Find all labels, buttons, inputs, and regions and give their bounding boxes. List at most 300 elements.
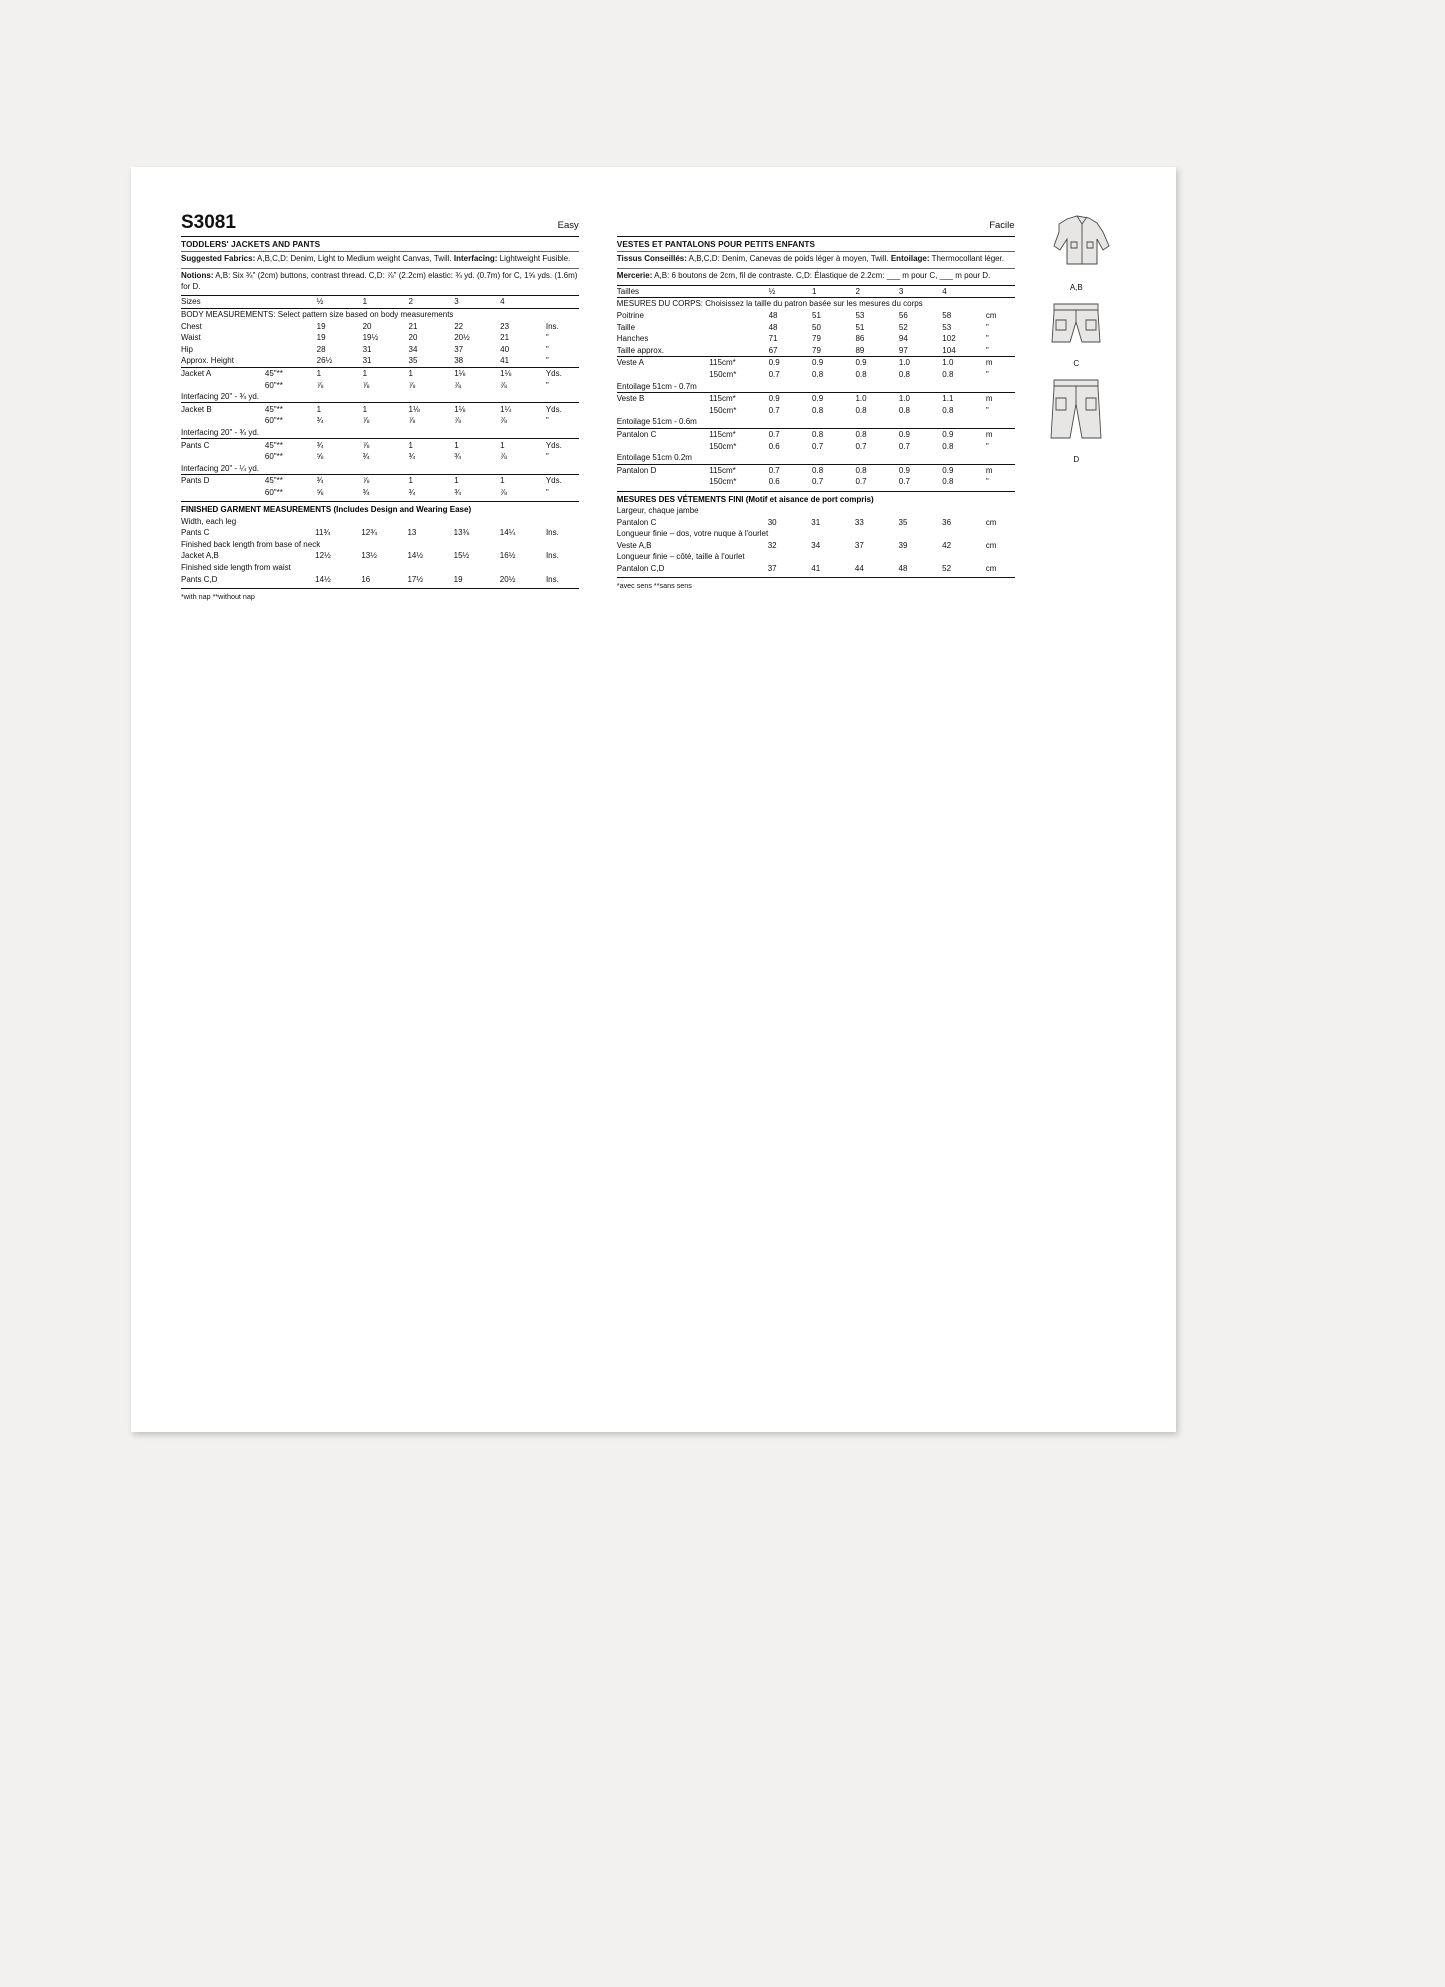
pantsD-blank	[181, 487, 265, 499]
table-row-pantalonD-150-fr	[617, 476, 1015, 488]
jacketA-r1-v3: ⅞	[454, 380, 461, 390]
fabrics-label-en: Suggested Fabrics:	[181, 254, 256, 263]
pantsC-r1-v4: ⅞	[500, 452, 507, 462]
table-row-pantalonC-115-fr	[617, 428, 1015, 440]
pantalonD-r1-unit: "	[985, 477, 989, 487]
finished-heading-en: FINISHED GARMENT MEASUREMENTS (Includes Design and Wearing Ease)	[181, 505, 472, 515]
jacketA-r0-v1: 1	[363, 367, 409, 379]
pantalonD-r0-v3: 0.9	[899, 464, 942, 476]
table-row-vesteB-115-fr	[617, 392, 1015, 404]
finfr0-v1: 31	[811, 517, 821, 527]
jacketB-r0-v3: 1⅛	[454, 403, 500, 415]
vesteB-w0: 115cm*	[709, 392, 768, 404]
pantalonD-r1-v0: 0.6	[768, 477, 780, 487]
entoilage-vesteA: Entoilage 51cm - 0.7m	[616, 381, 697, 391]
fabrics-label-fr: Tissus Conseillés:	[616, 254, 687, 263]
height-v0: 26½	[316, 356, 333, 366]
table-row-taille-fr	[617, 321, 1015, 333]
pantsC-r1-v2: ¾	[408, 452, 416, 462]
finfr2-v4: 52	[942, 563, 952, 573]
vesteB-r1-unit: "	[985, 405, 989, 415]
row-sub-chest-en	[265, 320, 317, 332]
finished-sub-row-2-en	[181, 562, 579, 574]
jacketB-r0-v1: 1	[363, 403, 409, 415]
hanches-v4: 102	[942, 334, 956, 344]
interfacing-text-fr: Thermocollant léger.	[929, 254, 1005, 263]
garment-label-jacketA-en: Jacket A	[181, 367, 265, 379]
pants-line-drawing-icon	[1038, 374, 1114, 454]
poitrine-v3: 56	[898, 311, 908, 321]
garment-label-vesteB: Veste B	[617, 392, 709, 404]
size-col-3-en: 3	[454, 296, 500, 309]
pantalonC-blank	[617, 440, 709, 452]
table-row-jacketA-interfacing-en	[181, 391, 579, 403]
pantsD-r0-v4: 1	[500, 475, 546, 487]
finfr2-v2: 44	[854, 563, 864, 573]
waist-v3: 20½	[454, 333, 470, 343]
hanches-unit: "	[985, 334, 989, 344]
fin1-v2: 14½	[407, 551, 424, 561]
fin2-v3: 19	[453, 574, 463, 584]
pantsC-blank	[181, 451, 265, 463]
jacketB-w0: 45"**	[265, 403, 317, 415]
jacketA-r1-v0: ⅞	[316, 380, 324, 390]
finfr1-v3: 39	[898, 540, 908, 550]
finished-sub-row-2-fr	[617, 551, 1015, 563]
pattern-envelope-back-page	[131, 167, 1176, 1432]
pantsD-r1-v3: ¾	[454, 487, 461, 497]
vesteB-r0-v3: 1.0	[899, 392, 942, 404]
pantsC-r1-v3: ¾	[454, 452, 461, 462]
finfr1-unit: cm	[985, 540, 997, 550]
pantalonD-w1: 150cm*	[709, 477, 737, 487]
jacketB-r1-v3: ⅞	[454, 416, 461, 426]
vesteB-r1-v4: 0.8	[942, 405, 954, 415]
pantalonC-r0-v0: 0.7	[769, 428, 812, 440]
finished-row-1-en	[181, 550, 579, 562]
finfr1-v2: 37	[854, 540, 864, 550]
table-row-jacketB-60-en	[181, 415, 579, 427]
height-v4: 41	[500, 356, 510, 366]
finfr1-v1: 34	[811, 540, 821, 550]
finished-sub-row-1-fr	[617, 528, 1015, 540]
sizes-table-en	[181, 295, 579, 498]
finished-row-1-fr	[617, 539, 1015, 551]
pantsD-r0-v0: ¾	[317, 475, 363, 487]
chest-v4: 23	[500, 321, 510, 331]
vesteB-r1-v2: 0.8	[855, 405, 867, 415]
header-row-fr	[617, 212, 1015, 234]
taille-unit: "	[985, 322, 989, 332]
vesteB-r1-v1: 0.8	[812, 405, 824, 415]
jacketB-r1-v4: ⅞	[500, 416, 507, 426]
pantsD-r0-v1: ⅞	[363, 475, 409, 487]
pantalonC-r0-v3: 0.9	[899, 428, 942, 440]
notions-label-en: Notions:	[181, 271, 214, 281]
sizes-table-fr	[617, 285, 1015, 488]
finfr2-v1: 41	[811, 563, 821, 573]
poitrine-v4: 58	[942, 311, 952, 321]
fabrics-text-fr: A,B,C,D: Denim, Canevas de poids léger à moyen, Twill.	[686, 254, 891, 263]
table-row-pantsC-60-en	[181, 451, 579, 463]
finished-table-en	[181, 515, 579, 585]
size-unit-fr	[986, 285, 1015, 298]
pantalonD-r0-v2: 0.8	[855, 464, 898, 476]
hanches-v1: 79	[812, 334, 821, 344]
table-row-pantsC-interfacing-en	[181, 462, 579, 474]
waist-v2: 20	[408, 333, 418, 343]
finished-label-2-en: Pants C,D	[181, 574, 218, 584]
art-label-c: C	[1073, 359, 1080, 368]
table-row-hip-en	[181, 344, 579, 356]
row-sub-hip-en	[265, 344, 317, 356]
size-col-2-fr: 2	[855, 285, 898, 298]
table-row-pantalonC-entoilage-fr	[617, 452, 1015, 464]
poitrine-v1: 51	[812, 311, 821, 321]
body-meas-heading-fr: MESURES DU CORPS: Choisissez la taille du patron basée sur les mesures du corps	[617, 298, 1015, 310]
interfacing-jacketA-en: Interfacing 20" - ¾ yd.	[181, 392, 259, 402]
pantalonD-r1-v1: 0.7	[812, 477, 824, 487]
tapprox-v0: 67	[768, 345, 778, 355]
jacketB-r1-v0: ¾	[316, 416, 324, 426]
jacketB-r0-v0: 1	[317, 403, 363, 415]
pantsC-r0-v4: 1	[500, 439, 546, 451]
fin1-v4: 16½	[499, 551, 516, 561]
finfr1-v0: 32	[767, 540, 777, 550]
pantsC-w0: 45"**	[265, 439, 317, 451]
vesteB-r1-v0: 0.7	[768, 405, 780, 415]
finfr2-unit: cm	[985, 563, 997, 573]
shorts-line-drawing-icon	[1038, 298, 1114, 358]
vesteA-blank	[617, 369, 709, 381]
row-label-poitrine: Poitrine	[616, 311, 644, 321]
interfacing-label-fr: Entoilage:	[890, 254, 930, 263]
tapprox-unit: "	[985, 345, 989, 355]
pantalonD-r1-v2: 0.7	[855, 477, 867, 487]
art-label-d: D	[1073, 455, 1080, 464]
entoilage-vesteB: Entoilage 51cm - 0.6m	[616, 417, 697, 427]
table-row-pantalonC-150-fr	[617, 440, 1015, 452]
fin1-unit: Ins.	[545, 551, 559, 561]
finished-sub-row-0-fr	[617, 505, 1015, 517]
finished-label-0-fr: Pantalon C	[616, 517, 657, 527]
vesteB-r0-v4: 1.1	[942, 392, 986, 404]
fin1-v0: 12½	[315, 551, 331, 561]
jacketA-blank	[181, 379, 265, 391]
finished-sub-2-fr: Longueur finie – côté, taille à l'ourlet	[616, 552, 745, 562]
jacketA-w0: 45"**	[265, 367, 317, 379]
chest-v3: 22	[454, 321, 464, 331]
fin2-v0: 14½	[315, 574, 331, 584]
pantalonD-blank	[617, 476, 709, 488]
pantalonC-r0-unit: m	[986, 428, 1015, 440]
pantalonD-r1-v3: 0.7	[898, 477, 910, 487]
height-unit: "	[545, 356, 549, 366]
pantalonC-w0: 115cm*	[709, 428, 768, 440]
taille-v0: 48	[768, 322, 778, 332]
vesteA-r0-v2: 0.9	[855, 357, 898, 369]
sizes-spacer-fr	[709, 285, 768, 298]
pantsD-w0: 45"**	[265, 475, 317, 487]
chest-v2: 21	[408, 321, 418, 331]
vesteB-r0-v1: 0.9	[812, 392, 855, 404]
jacketA-r0-v4: 1⅛	[500, 367, 546, 379]
taille-v2: 51	[855, 322, 865, 332]
chest-v0: 19	[316, 321, 326, 331]
pantsC-r0-v1: ⅞	[363, 439, 409, 451]
table-row-height-en	[181, 355, 579, 367]
jacketA-r0-v0: 1	[317, 367, 363, 379]
pantsD-r1-v1: ¾	[362, 487, 370, 497]
pantsD-r1-v4: ⅞	[500, 487, 507, 497]
sizes-spacer-en	[265, 296, 317, 309]
difficulty-label-fr: Facile	[989, 220, 1015, 231]
poitrine-unit: cm	[985, 311, 997, 321]
poitrine-v2: 53	[855, 311, 865, 321]
pantalonD-w0: 115cm*	[709, 464, 768, 476]
size-col-4-fr: 4	[942, 285, 986, 298]
fin1-v1: 13½	[361, 551, 377, 561]
pantsC-r0-unit: Yds.	[546, 439, 579, 451]
chest-unit: Ins.	[545, 321, 559, 331]
finfr1-v4: 42	[942, 540, 952, 550]
finished-spacer-2-en	[264, 573, 315, 585]
line-drawings-column	[1027, 212, 1126, 601]
size-unit-en	[546, 296, 579, 309]
entoilage-pantalonC: Entoilage 51cm 0.2m	[616, 453, 692, 463]
pantalonC-r1-v2: 0.7	[855, 441, 867, 451]
hanches-v2: 86	[855, 334, 865, 344]
table-row-taille-approx-fr	[617, 345, 1015, 357]
interfacing-jacketB-en: Interfacing 20" - ¾ yd.	[181, 427, 259, 437]
jacketB-w1: 60"**	[264, 416, 283, 426]
vesteB-blank	[617, 405, 709, 417]
finfr0-v2: 33	[854, 517, 864, 527]
vesteA-r0-v4: 1.0	[942, 357, 986, 369]
pantalonC-r1-v0: 0.6	[768, 441, 780, 451]
finished-row-0-fr	[617, 516, 1015, 528]
notions-text-en: A,B: Six ¾" (2cm) buttons, contrast thread. C,D: ⅞" (2.2cm) elastic: ¾ yd. (0.7m) for C, 1⅝ yds. (1.6m) for D.	[181, 271, 578, 291]
vesteA-r1-v4: 0.8	[942, 370, 954, 380]
table-row-vesteA-150-fr	[617, 369, 1015, 381]
taille-v3: 52	[898, 322, 908, 332]
finished-sub-0-fr: Largeur, chaque jambe	[616, 505, 699, 515]
body-meas-heading-row-en	[181, 308, 579, 320]
table-row-jacketB-interfacing-en	[181, 427, 579, 439]
waist-v1: 19½	[362, 333, 379, 343]
jacketA-r1-v2: ⅞	[408, 380, 416, 390]
row-label-taille: Taille	[616, 322, 636, 332]
jacketB-r1-v1: ⅞	[362, 416, 370, 426]
line-drawing-pants	[1027, 374, 1126, 464]
fin0-unit: Ins.	[545, 528, 559, 538]
vesteA-w1: 150cm*	[709, 370, 737, 380]
tapprox-v3: 97	[898, 345, 908, 355]
pantalonC-r1-v4: 0.8	[942, 441, 954, 451]
jacketA-r0-v3: 1⅛	[454, 367, 500, 379]
table-row-waist-en	[181, 332, 579, 344]
tapprox-v2: 89	[855, 345, 865, 355]
tapprox-v1: 79	[812, 345, 821, 355]
pantalonD-r0-v1: 0.8	[812, 464, 855, 476]
table-row-chest-en	[181, 320, 579, 332]
hip-v2: 34	[408, 344, 418, 354]
jacketA-r0-v2: 1	[409, 367, 455, 379]
pantsD-r0-v2: 1	[409, 475, 455, 487]
pantalonC-r0-v4: 0.9	[942, 428, 986, 440]
finfr0-unit: cm	[985, 517, 997, 527]
finfr0-v3: 35	[898, 517, 908, 527]
finished-heading-fr: MESURES DES VÉTEMENTS FINI (Motif et aisance de port compris)	[616, 494, 874, 504]
waist-unit: "	[545, 333, 549, 343]
hip-v1: 31	[362, 344, 372, 354]
jacketA-w1: 60"**	[264, 380, 283, 390]
fin0-v1: 12¾	[361, 528, 377, 538]
pantsD-w1: 60"**	[264, 487, 283, 497]
jacketB-r0-unit: Yds.	[546, 403, 579, 415]
notions-text-fr: A,B: 6 boutons de 2cm, fil de contraste. C,D: Élastique de 2.2cm: ___ m pour C, ___ m pour D.	[652, 271, 991, 281]
size-col-0-fr: ½	[769, 285, 812, 298]
fin0-v4: 14¼	[499, 528, 516, 538]
pantalonC-r1-v3: 0.7	[898, 441, 910, 451]
fin0-v2: 13	[407, 528, 417, 538]
table-row-vesteB-150-fr	[617, 405, 1015, 417]
fabrics-text-en: A,B,C,D: Denim, Light to Medium weight Canvas, Twill.	[255, 254, 454, 263]
table-row-vesteA-entoilage-fr	[617, 380, 1015, 392]
pantalonD-r1-v4: 0.8	[942, 477, 954, 487]
jacketB-blank	[181, 415, 265, 427]
table-row-pantalonD-115-fr	[617, 464, 1015, 476]
footnote-fr: *avec sens **sans sens	[616, 581, 692, 591]
table-row-vesteA-115-fr	[617, 357, 1015, 369]
sizes-header-row-fr	[617, 285, 1015, 298]
vesteA-w0: 115cm*	[709, 357, 768, 369]
footnote-en: *with nap **without nap	[181, 591, 255, 601]
pantsD-r0-unit: Yds.	[546, 475, 579, 487]
pantsC-r1-unit: "	[545, 452, 549, 462]
garment-label-jacketB-en: Jacket B	[181, 403, 265, 415]
size-col-3-fr: 3	[899, 285, 942, 298]
table-row-pantsD-45-en	[181, 475, 579, 487]
vesteB-r0-v2: 1.0	[855, 392, 898, 404]
french-column	[617, 212, 1015, 601]
finfr0-v4: 36	[942, 517, 952, 527]
row-label-chest-en: Chest	[181, 321, 202, 331]
notions-paragraph-en	[181, 269, 579, 296]
table-row-jacketB-45-en	[181, 403, 579, 415]
jacketA-r1-unit: "	[545, 380, 549, 390]
pantsD-r1-v2: ¾	[408, 487, 416, 497]
size-col-1-fr: 1	[812, 285, 855, 298]
line-drawing-shorts	[1027, 298, 1126, 368]
finished-label-1-fr: Veste A,B	[616, 540, 652, 550]
table-row-vesteB-entoilage-fr	[617, 416, 1015, 428]
jacketA-r1-v1: ⅞	[362, 380, 370, 390]
vesteB-r1-v3: 0.8	[898, 405, 910, 415]
hip-v4: 40	[500, 344, 510, 354]
fin2-v1: 16	[361, 574, 371, 584]
finished-row-0-en	[181, 527, 579, 539]
row-label-waist-en: Waist	[181, 333, 201, 343]
chest-v1: 20	[362, 321, 372, 331]
interfacing-text-en: Lightweight Fusible.	[497, 254, 571, 263]
sheet-content	[181, 212, 1126, 601]
jacketA-r1-v4: ⅞	[500, 380, 507, 390]
pantalonC-r1-unit: "	[985, 441, 989, 451]
vesteB-r0-v0: 0.9	[769, 392, 812, 404]
vesteA-r1-v3: 0.8	[898, 370, 910, 380]
table-row-pantsD-60-en	[181, 487, 579, 499]
waist-v4: 21	[500, 333, 510, 343]
finished-spacer-2-fr	[710, 563, 768, 575]
fin2-v4: 20½	[499, 574, 516, 584]
two-column-layout	[181, 212, 1126, 601]
vesteA-r0-unit: m	[986, 357, 1015, 369]
jacketB-r0-v2: 1⅛	[409, 403, 455, 415]
hanches-v0: 71	[768, 334, 778, 344]
sizes-header-row-en	[181, 296, 579, 309]
finfr0-v0: 30	[767, 517, 777, 527]
notions-label-fr: Mercerie:	[616, 271, 653, 281]
finished-spacer-1-fr	[710, 539, 768, 551]
finished-sub-row-0-en	[181, 515, 579, 527]
sizes-label-fr: Tailles	[617, 285, 709, 298]
fin2-unit: Ins.	[545, 574, 559, 584]
hip-unit: "	[545, 344, 549, 354]
finished-spacer-1-en	[264, 550, 315, 562]
row-label-taille-approx: Taille approx.	[616, 345, 664, 355]
vesteA-r1-v1: 0.8	[812, 370, 824, 380]
pattern-number: S3081	[181, 212, 236, 233]
pattern-title-en: TODDLERS' JACKETS AND PANTS	[181, 239, 321, 249]
garment-label-pantsC-en: Pants C	[181, 439, 265, 451]
hanches-v3: 94	[898, 334, 908, 344]
pantsD-r1-v0: ⅝	[316, 487, 324, 497]
row-sub-poitrine	[709, 310, 768, 322]
jacketB-r1-unit: "	[545, 416, 549, 426]
header-row-en	[181, 212, 579, 234]
difficulty-label-en: Easy	[557, 220, 579, 231]
size-col-4-en: 4	[500, 296, 546, 309]
finished-sub-0-en: Width, each leg	[181, 516, 237, 526]
vesteB-w1: 150cm*	[709, 405, 737, 415]
pantalonC-r0-v2: 0.8	[855, 428, 898, 440]
pantsC-r0-v3: 1	[454, 439, 500, 451]
finished-spacer-0-fr	[710, 516, 768, 528]
jacketB-r1-v2: ⅞	[408, 416, 416, 426]
hip-v3: 37	[454, 344, 464, 354]
pantalonD-r0-unit: m	[986, 464, 1015, 476]
height-v3: 38	[454, 356, 464, 366]
pantalonC-r1-v1: 0.7	[812, 441, 824, 451]
vesteA-r0-v3: 1.0	[899, 357, 942, 369]
fin1-v3: 15½	[453, 551, 470, 561]
finfr2-v3: 48	[898, 563, 908, 573]
pattern-title-fr: VESTES ET PANTALONS POUR PETITS ENFANTS	[616, 239, 816, 249]
body-meas-heading-en: BODY MEASUREMENTS: Select pattern size based on body measurements	[181, 308, 579, 320]
finished-label-1-en: Jacket A,B	[181, 551, 219, 561]
vesteA-r1-unit: "	[985, 370, 989, 380]
garment-label-pantalonC: Pantalon C	[617, 428, 709, 440]
row-sub-height-en	[265, 355, 317, 367]
garment-label-pantsD-en: Pants D	[181, 475, 265, 487]
garment-label-vesteA: Veste A	[617, 357, 709, 369]
pantsC-w1: 60"**	[264, 452, 283, 462]
size-col-0-en: ½	[317, 296, 363, 309]
jacketA-r0-unit: Yds.	[546, 367, 579, 379]
art-label-ab: A,B	[1069, 283, 1083, 292]
taille-v1: 50	[812, 322, 821, 332]
